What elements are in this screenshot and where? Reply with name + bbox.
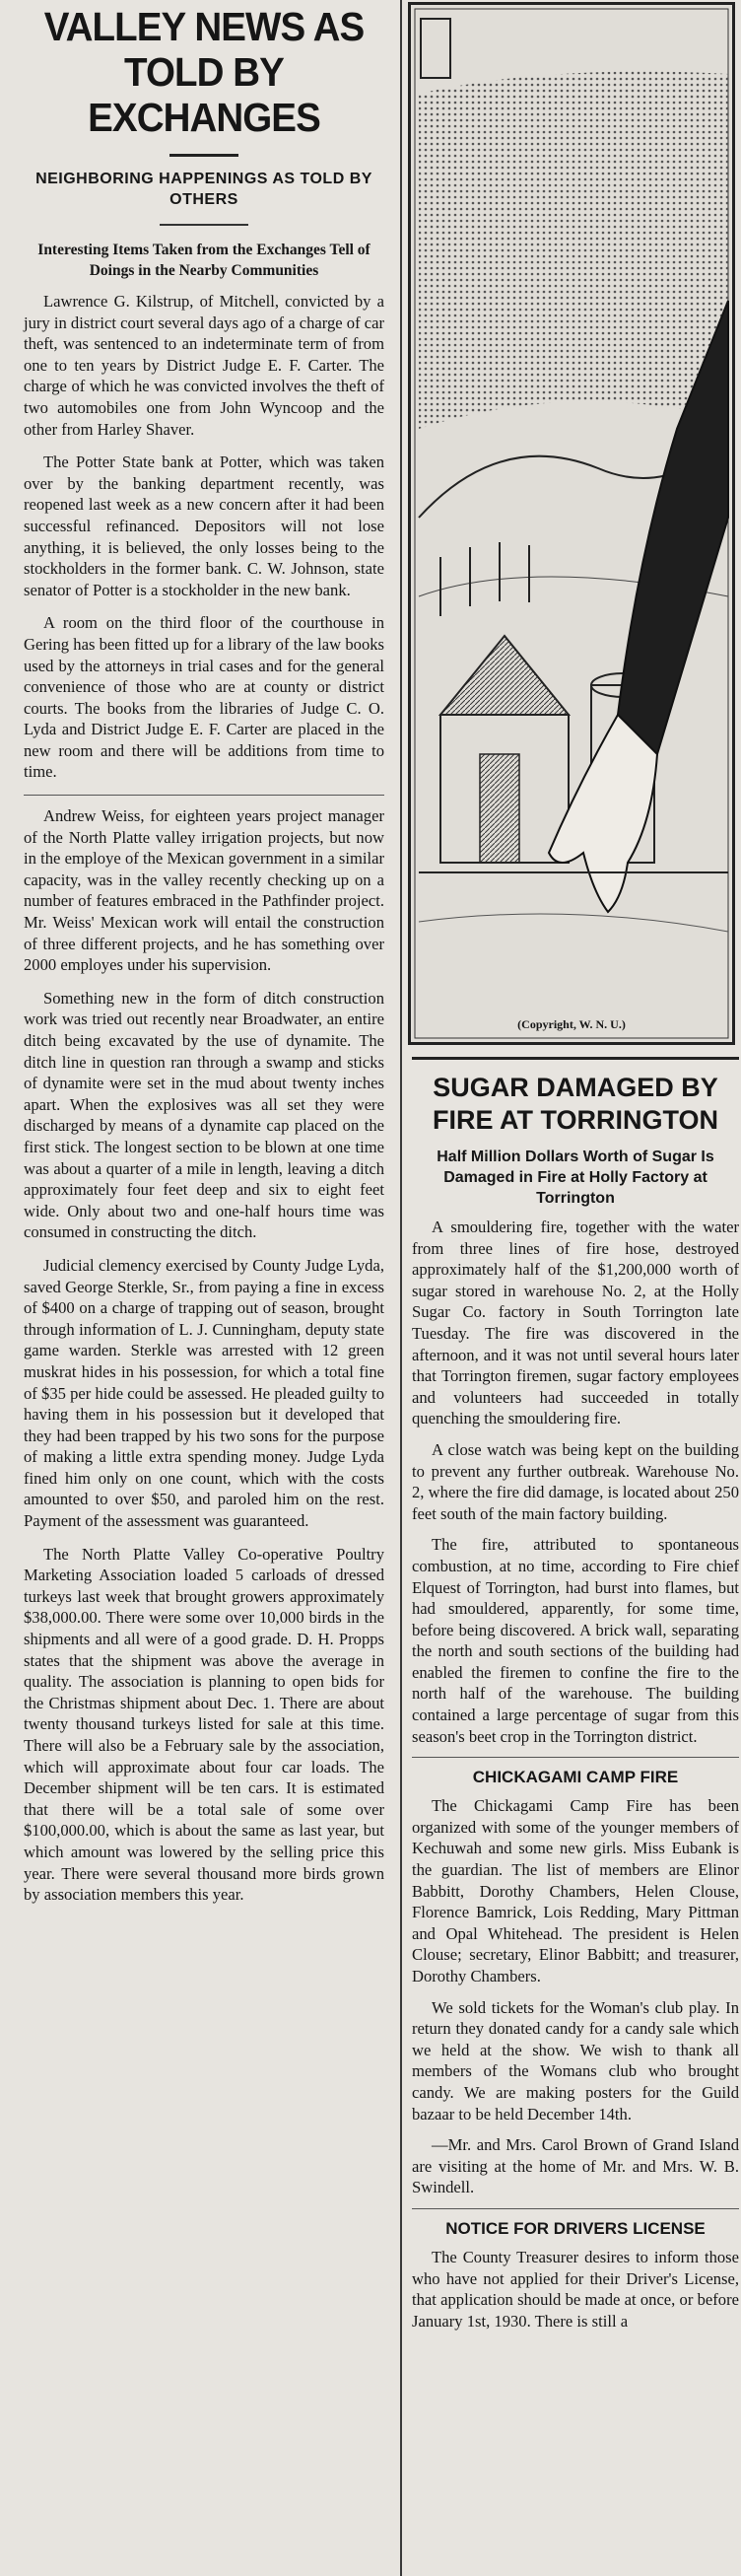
- news-item-gering-library: A room on the third floor of the courthouse in Gering has been fitted up for a library of the law books used by the attorneys in trial cases and for the general convenience of those who are at county or district courts. The books from the libraries of Judge C. O. Lyda and District Judge E. F. Carter are placed in the new room and there will be additions from time to time.: [24, 613, 384, 782]
- sugar-headline: SUGAR DAMAGED BY FIRE AT TORRINGTON: [433, 1073, 718, 1135]
- divider: [24, 795, 384, 796]
- camp-fire-paragraph: The Chickagami Camp Fire has been organized with some of the younger members of Kechuwah and some new girls. Miss Eubank is the guardian. The list of members are Elinor Babbitt, Dorothy Chambers, Helen Clouse, Florence Bamrick, Lois Redding, Mary Pittman and Opal Whitehead. The president is Helen Clouse; secretary, Elinor Babbitt; and treasurer, Dorothy Chambers.: [412, 1796, 739, 1985]
- sugar-deck: Half Million Dollars Worth of Sugar Is Damaged in Fire at Holly Factory at Torrington: [437, 1149, 714, 1207]
- license-paragraph: The County Treasurer desires to inform those who have not applied for their Driver's License, that application should be made at once, or before January 1st, 1930. There is still a: [412, 2247, 739, 2331]
- license-headline: NOTICE FOR DRIVERS LICENSE: [445, 2218, 706, 2238]
- news-item-kilstrup: Lawrence G. Kilstrup, of Mitchell, convicted by a jury in district court several days ago of a charge of car theft, was sentenced to an indeterminate term of from one to ten years by District Judge E. F. Carter. The charge of which he was convicted involves the theft of two automobiles one from John Wyncoop and the other from Harley Shaver.: [24, 292, 384, 439]
- camp-fire-paragraph: We sold tickets for the Woman's club play. In return they donated candy for a candy sale which we held at the show. We wish to thank all members of the Womans club who brought candy. We are making posters for the Guild bazaar to be held December 14th.: [412, 1997, 739, 2123]
- sugar-paragraph: A close watch was being kept on the building to prevent any further outbreak. Warehouse No. 2, where the fire did damage, is located about 250 feet south of the main factory building.: [412, 1439, 739, 1523]
- column-rule: [400, 0, 402, 2576]
- sugar-paragraph: The fire, attributed to spontaneous combustion, at no time, according to Fire chief Elquest of Torrington, had burst into flames, but had smouldered, apparently, for some time, before being discovered. A brick wall, separating the north and south sections of the building had enabled the firemen to confine the fire to the north half of the warehouse. The building contained a large percentage of sugar from this season's beet crop in the Torrington district.: [412, 1535, 739, 1746]
- divider: [160, 224, 248, 226]
- news-item-dynamite-ditch: Something new in the form of ditch construction work was tried out recently near Broadwater, an entire ditch being excavated by the use of dynamite. The ditch line in question ran through a swamp and sticks of dynamite were set in the mud about twenty inches apart. When the explosives was all set they were discharged by means of a dynamite cap placed on the first stick. The longest section to be blown at one time was about a quarter of a mile in length, leaving a ditch approximately four feet deep and six to eight feet wide. Only about two and one-half hours time was consumed in constructing the ditch.: [24, 988, 384, 1242]
- right-stories: [412, 1057, 739, 2341]
- divider: [412, 2208, 739, 2209]
- headline-subdeck: Interesting Items Taken from the Exchanges Tell of Doings in the Nearby Communities: [37, 242, 370, 279]
- right-column: [406, 0, 741, 2576]
- personal-item: —Mr. and Mrs. Carol Brown of Grand Island are visiting at the home of Mr. and Mrs. W. B. Swindell.: [412, 2135, 739, 2197]
- headline-deck: NEIGHBORING HAPPENINGS AS TOLD BY OTHERS: [35, 171, 372, 208]
- news-item-andrew-weiss: Andrew Weiss, for eighteen years project manager of the North Platte valley irrigation projects, but now in the employe of the Mexican government in a similar capacity, was in the valley recently checking up on a number of features embraced in the Pathfinder project. Mr. Weiss' Mexican work will entail the construction of three different projects, and he has something over 2000 employes under his supervision.: [24, 806, 384, 975]
- divider: [412, 1057, 739, 1060]
- cartoon-credit: (Copyright, W. N. U.): [517, 1017, 626, 1031]
- cartoon-illustration: [408, 2, 735, 1045]
- page-headline: VALLEY NEWS AS TOLD BY EXCHANGES: [43, 4, 365, 140]
- divider: [412, 1757, 739, 1758]
- news-item-potter-bank: The Potter State bank at Potter, which was taken over by the banking department recently, was reopened last week as a new concern after it had been successful refinanced. Depositors will not lose anything, it is believed, the only losses being to the stockholders in the former bank. C. W. Johnson, state senator of Potter is a stockholder in the new bank.: [24, 453, 384, 599]
- sugar-paragraph: A smouldering fire, together with the water from three lines of fire hose, destroyed approximately half of the $1,200,000 worth of sugar stored in warehouse No. 2, at the Holly Sugar Co. factory in South Torrington late Tuesday. The fire was discovered in the afternoon, and it was not until several hours later that Torrington firemen, sugar factory employees and volunteers had succeeded in totally quenching the smouldering fire.: [412, 1218, 739, 1428]
- cartoon-drawing: [411, 5, 732, 1042]
- news-item-turkey-association: The North Platte Valley Co-operative Poultry Marketing Association loaded 5 carloads of dressed turkeys last week that brought growers approximately $38,000.00. There were some over 10,000 birds in the shipments and all were of a good grade. D. H. Propps states that the shipment was above the average in quality. The association is planning to open bids for the Christmas shipment about Dec. 1. There are about twenty thousand turkeys listed for sale at this time. There will also be a February sale by the association, which will approximate about four car loads. The December shipment will be ten cars. It is estimated that there will be a total sale of some over $100,000.00, which is about the same as last year, but which amount was lowered by the selling price this year. There were several thousand more birds grown by association members this year.: [24, 1544, 384, 1905]
- camp-fire-headline: CHICKAGAMI CAMP FIRE: [472, 1768, 679, 1787]
- divider: [169, 154, 238, 157]
- news-item-judicial-clemency: Judicial clemency exercised by County Judge Lyda, saved George Sterkle, Sr., from paying a fine in excess of $400 on a charge of trapping out of season, brought through information of L. J. Cunningham, deputy state game warden. Sterkle was arrested with 12 green muskrat hides in his possession, for which a total fine of $35 per hide could be assessed. He pleaded guilty to having them in his possession but it developed that they had been trapped by his two sons for the purpose of making a little extra spending money. Judge Lyda fined him only on one count, which with the costs amounted to over $50, and paroled him on the rest. Payment of the assessment was guaranteed.: [24, 1255, 384, 1531]
